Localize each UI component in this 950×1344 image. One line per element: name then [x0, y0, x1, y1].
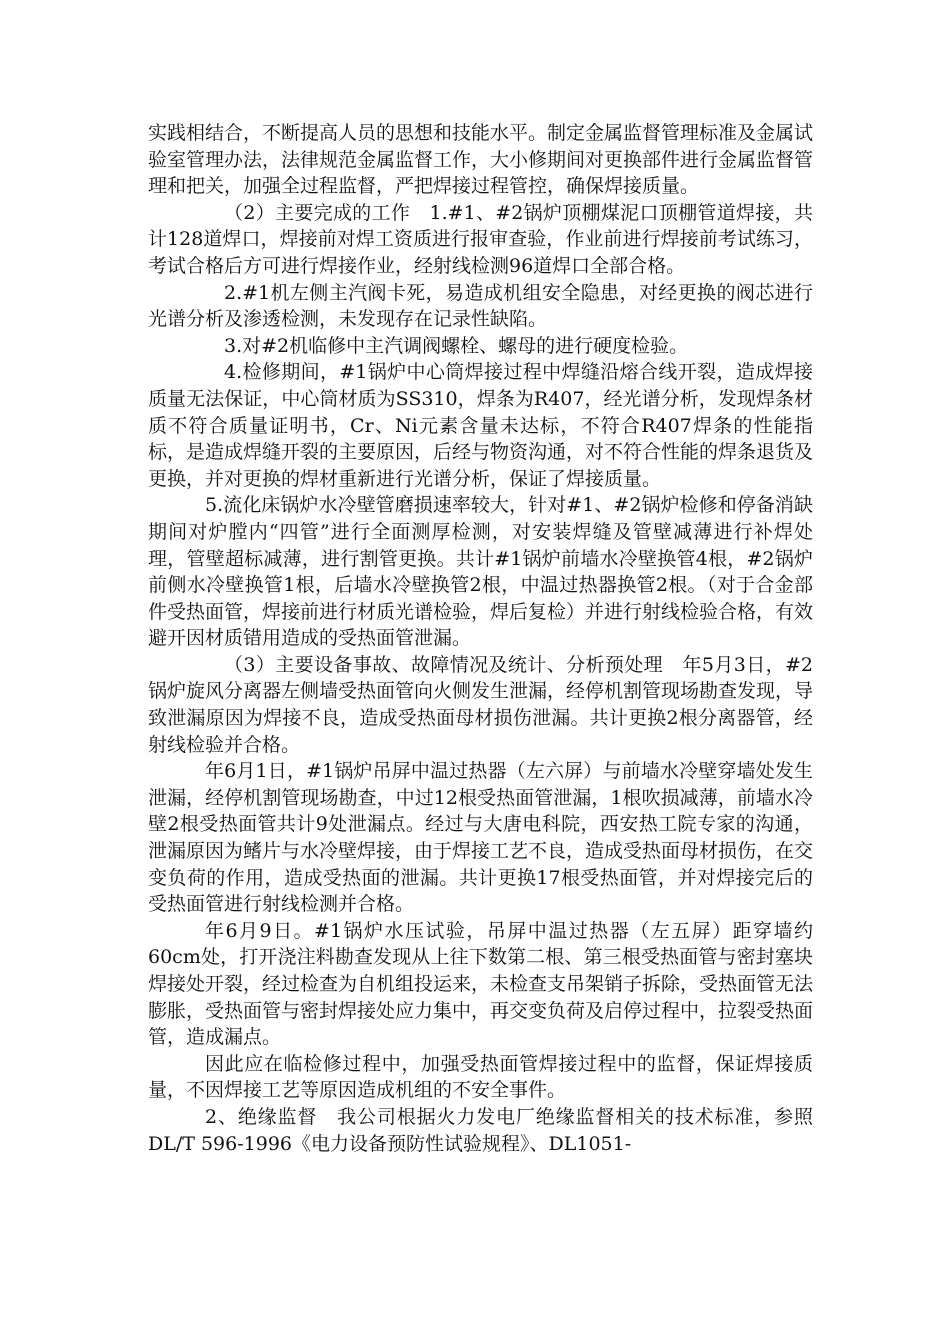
paragraph-june-9-test: 年6月9日。#1锅炉水压试验，吊屏中温过热器（左五屏）距穿墙约60cm处，打开浇注料勘查发现从上往下数第二根、第三根受热面管与密封塞块焊接处开裂，经过检查为自机组投运来，未检查支吊架销子拆除，受热面管无法膨胀，受热面管与密封焊接处应力集中，再交变负荷及启停过程中，拉裂受热面管，造成漏点。 — [148, 919, 814, 1049]
paragraph-conclusion: 因此应在临检修过程中，加强受热面管焊接过程中的监督，保证焊接质量，不因焊接工艺等原因造成机组的不安全事件。 — [148, 1052, 813, 1102]
paragraph-item-3: 3.对#2机临修中主汽调阀螺栓、螺母的进行硬度检验。 — [224, 334, 689, 357]
paragraph-equipment-incidents: （3）主要设备事故、故障情况及统计、分析预处理 年5月3日，#2锅炉旋风分离器左侧墙受热面管向火侧发生泄漏，经停机割管现场勘查发现，导致泄漏原因为焊接不良，造成受热面母材损伤泄漏。共计更换2根分离器管，经射线检验并合格。 — [148, 653, 814, 756]
paragraph-insulation-supervision: 2、绝缘监督 我公司根据火力发电厂绝缘监督相关的技术标准，参照DL/T 596-1996《电力设备预防性试验规程》、DL1051- — [148, 1105, 813, 1155]
document-body — [148, 120, 813, 1157]
paragraph-june-1-leak: 年6月1日，#1锅炉吊屏中温过热器（左六屏）与前墙水冷壁穿墙处发生泄漏，经停机割管现场勘查，中过12根受热面管泄漏，1根吹损减薄，前墙水冷壁2根受热面管共计9处泄漏点。经过与大唐电科院，西安热工院专家的沟通，泄漏原因为鳍片与水冷壁焊接，由于焊接工艺不良，造成受热面母材损伤，在交变负荷的作用，造成受热面的泄漏。共计更换17根受热面管，并对焊接完后的受热面管进行射线检测并合格。 — [148, 760, 814, 916]
paragraph-item-2: 2.#1机左侧主汽阀卡死，易造成机组安全隐患，对经更换的阀芯进行光谱分析及渗透检测，未发现存在记录性缺陷。 — [148, 281, 813, 331]
paragraph-practice-combined: 实践相结合，不断提高人员的思想和技能水平。制定金属监督管理标准及金属试验室管理办法，法律规范金属监督工作，大小修期间对更换部件进行金属监督管理和把关，加强全过程监督，严把焊接过程管控，确保焊接质量。 — [148, 122, 814, 198]
paragraph-item-4: 4.检修期间，#1锅炉中心筒焊接过程中焊缝沿熔合线开裂，造成焊接质量无法保证，中心筒材质为SS310，焊条为R407，经光谱分析，发现焊条材质不符合质量证明书，Cr、Ni元素含量未达标，不符合R407焊条的性能指标，是造成焊缝开裂的主要原因，后经与物资沟通，对不符合性能的焊条退货及更换，并对更换的焊材重新进行光谱分析，保证了焊接质量。 — [148, 361, 814, 490]
paragraph-item-5: 5.流化床锅炉水冷壁管磨损速率较大，针对#1、#2锅炉检修和停备消缺期间对炉膛内“四管”进行全面测厚检测，对安装焊缝及管壁减薄进行补焊处理，管壁超标减薄，进行割管更换。共计#1锅炉前墙水冷壁换管4根，#2锅炉前侧水冷壁换管1根，后墙水冷壁换管2根，中温过热器换管2根。（对于合金部件受热面管，焊接前进行材质光谱检验，焊后复检）并进行射线检验合格，有效避开因材质错用造成的受热面管泄漏。 — [148, 494, 814, 650]
paragraph-main-work-completed: （2）主要完成的工作 1.#1、#2锅炉顶棚煤泥口顶棚管道焊接，共计128道焊口，焊接前对焊工资质进行报审查验，作业前进行焊接前考试练习，考试合格后方可进行焊接作业，经射线检测96道焊口全部合格。 — [148, 201, 813, 277]
